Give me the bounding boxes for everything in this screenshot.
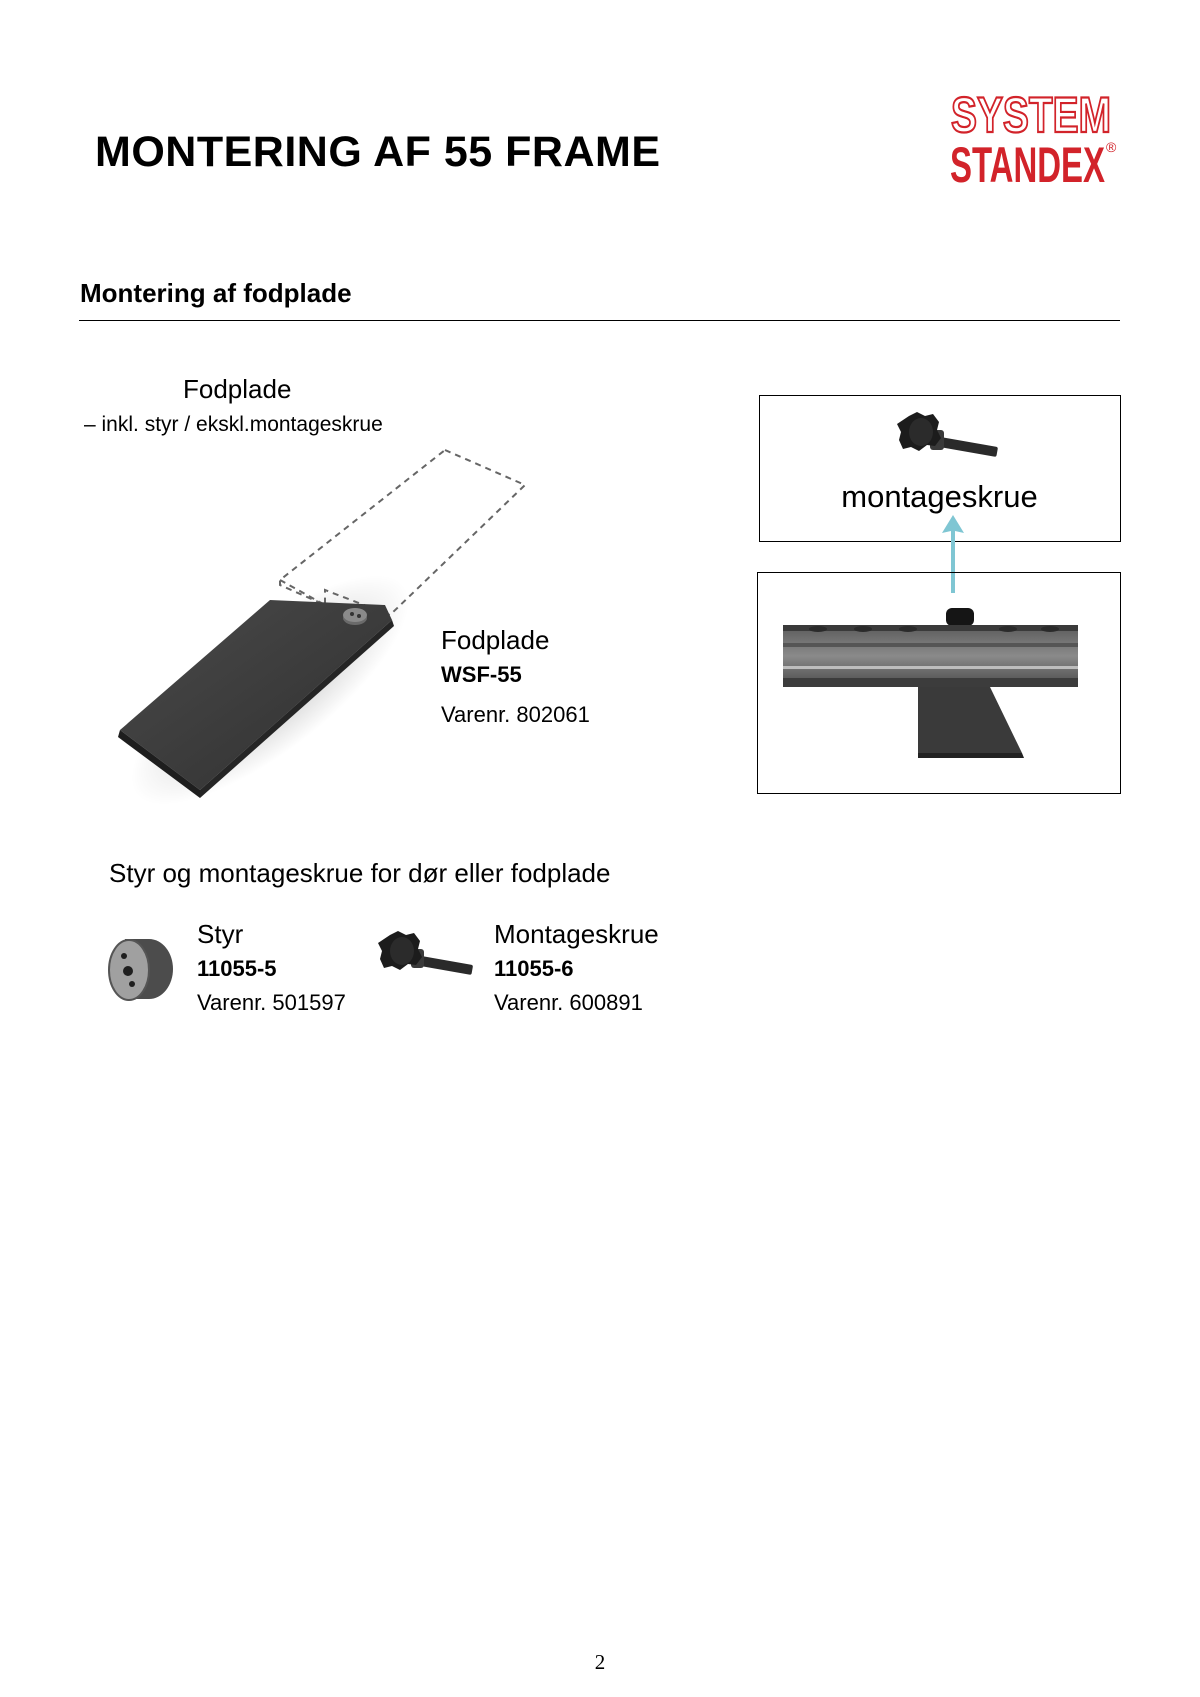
accessory-styr-code: 11055-5: [197, 956, 277, 981]
illustration-caption-sub: – inkl. styr / ekskl.montageskrue: [84, 413, 383, 436]
assembly-detail-box: [757, 572, 1121, 794]
illustration-caption-title: Fodplade: [183, 374, 292, 404]
footplate-item-number: Varenr. 802061: [441, 702, 590, 727]
guide-puck-icon: [107, 935, 175, 1005]
page-title: MONTERING AF 55 FRAME: [95, 128, 661, 176]
logo-line-1: SYSTEM: [951, 87, 1111, 143]
accessory-screw-item-number: Varenr. 600891: [494, 990, 643, 1015]
accessory-styr-item-number: Varenr. 501597: [197, 990, 346, 1015]
section-divider: [79, 320, 1120, 321]
footplate-product-code: WSF-55: [441, 662, 522, 687]
footplate-product-name: Fodplade: [441, 625, 550, 655]
section-heading: Montering af fodplade: [80, 278, 352, 308]
knob-screw-icon: [378, 925, 478, 987]
accessory-screw-code: 11055-6: [494, 956, 574, 981]
accessory-styr-name: Styr: [197, 919, 244, 949]
registered-mark: ®: [1106, 139, 1117, 155]
knob-screw-icon: [895, 406, 1005, 471]
logo-line-2: STANDEX: [950, 137, 1105, 192]
accessory-screw-name: Montageskrue: [494, 919, 659, 949]
assembly-illustration: [778, 608, 1098, 758]
screw-detail-box: [759, 395, 1121, 542]
system-standex-logo: [948, 82, 1118, 192]
accessories-heading: Styr og montageskrue for dør eller fodplade: [109, 858, 611, 888]
page-number: 2: [594, 1650, 606, 1674]
screw-label: montageskrue: [841, 479, 1038, 514]
